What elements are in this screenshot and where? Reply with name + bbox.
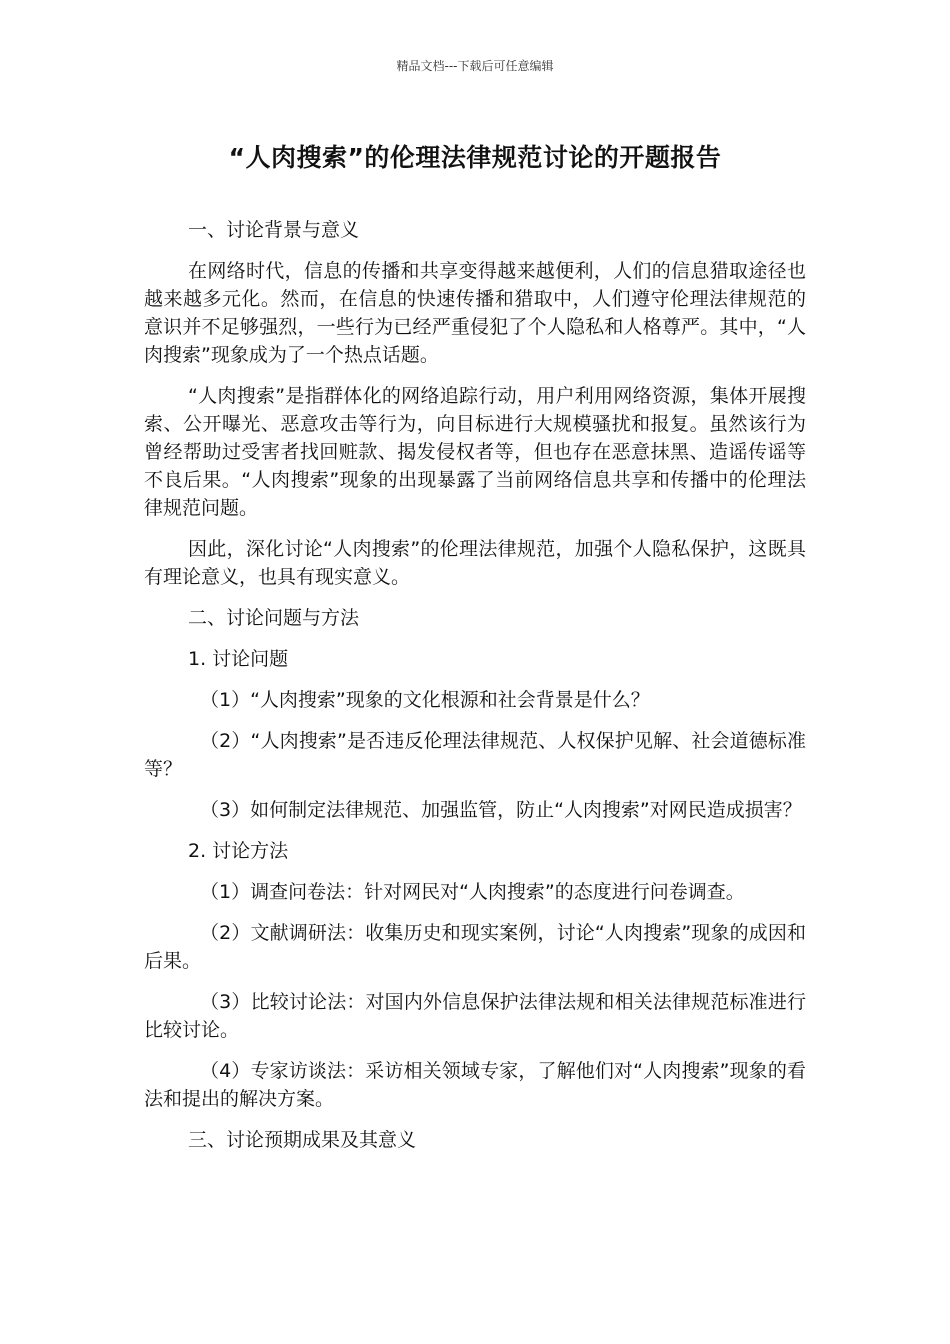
header-note: 精品文档---下载后可任意编辑 xyxy=(396,59,554,73)
method-item-4: （4）专家访谈法：采访相关领域专家，了解他们对“人肉搜索”现象的看法和提出的解决方案。 xyxy=(144,1060,806,1110)
subheading-methods: 2. 讨论方法 xyxy=(188,840,289,862)
section-heading-1: 一、讨论背景与意义 xyxy=(188,219,360,241)
question-item-1: （1）“人肉搜索”现象的文化根源和社会背景是什么？ xyxy=(200,689,650,711)
method-item-2: （2）文献调研法：收集历史和现实案例，讨论“人肉搜索”现象的成因和后果。 xyxy=(144,922,806,972)
document-body xyxy=(144,216,806,1167)
method-item-3: （3）比较讨论法：对国内外信息保护法律法规和相关法律规范标准进行比较讨论。 xyxy=(144,991,806,1041)
method-item-1: （1）调查问卷法：针对网民对“人肉搜索”的态度进行问卷调查。 xyxy=(200,881,745,903)
paragraph-significance: 因此，深化讨论“人肉搜索”的伦理法律规范，加强个人隐私保护，这既具有理论意义，也具有现实意义。 xyxy=(144,538,806,588)
paragraph-definition: “人肉搜索”是指群体化的网络追踪行动，用户利用网络资源，集体开展搜索、公开曝光、恶意攻击等行为，向目标进行大规模骚扰和报复。虽然该行为曾经帮助过受害者找回赃款、揭发侵权者等，但也存在恶意抹黑、造谣传谣等不良后果。“人肉搜索”现象的出现暴露了当前网络信息共享和传播中的伦理法律规范问题。 xyxy=(144,385,806,519)
question-item-2: （2）“人肉搜索”是否违反伦理法律规范、人权保护见解、社会道德标准等？ xyxy=(144,730,806,780)
section-heading-2: 二、讨论问题与方法 xyxy=(188,607,360,629)
section-heading-3: 三、讨论预期成果及其意义 xyxy=(188,1129,417,1151)
subheading-questions: 1. 讨论问题 xyxy=(188,648,289,670)
document-title: “人肉搜索”的伦理法律规范讨论的开题报告 xyxy=(228,143,722,172)
paragraph-background: 在网络时代，信息的传播和共享变得越来越便利，人们的信息猎取途径也越来越多元化。然而，在信息的快速传播和猎取中，人们遵守伦理法律规范的意识并不足够强烈，一些行为已经严重侵犯了个人隐私和人格尊严。其中，“人肉搜索”现象成为了一个热点话题。 xyxy=(144,260,806,366)
question-item-3: （3）如何制定法律规范、加强监管，防止“人肉搜索”对网民造成损害？ xyxy=(200,799,802,821)
